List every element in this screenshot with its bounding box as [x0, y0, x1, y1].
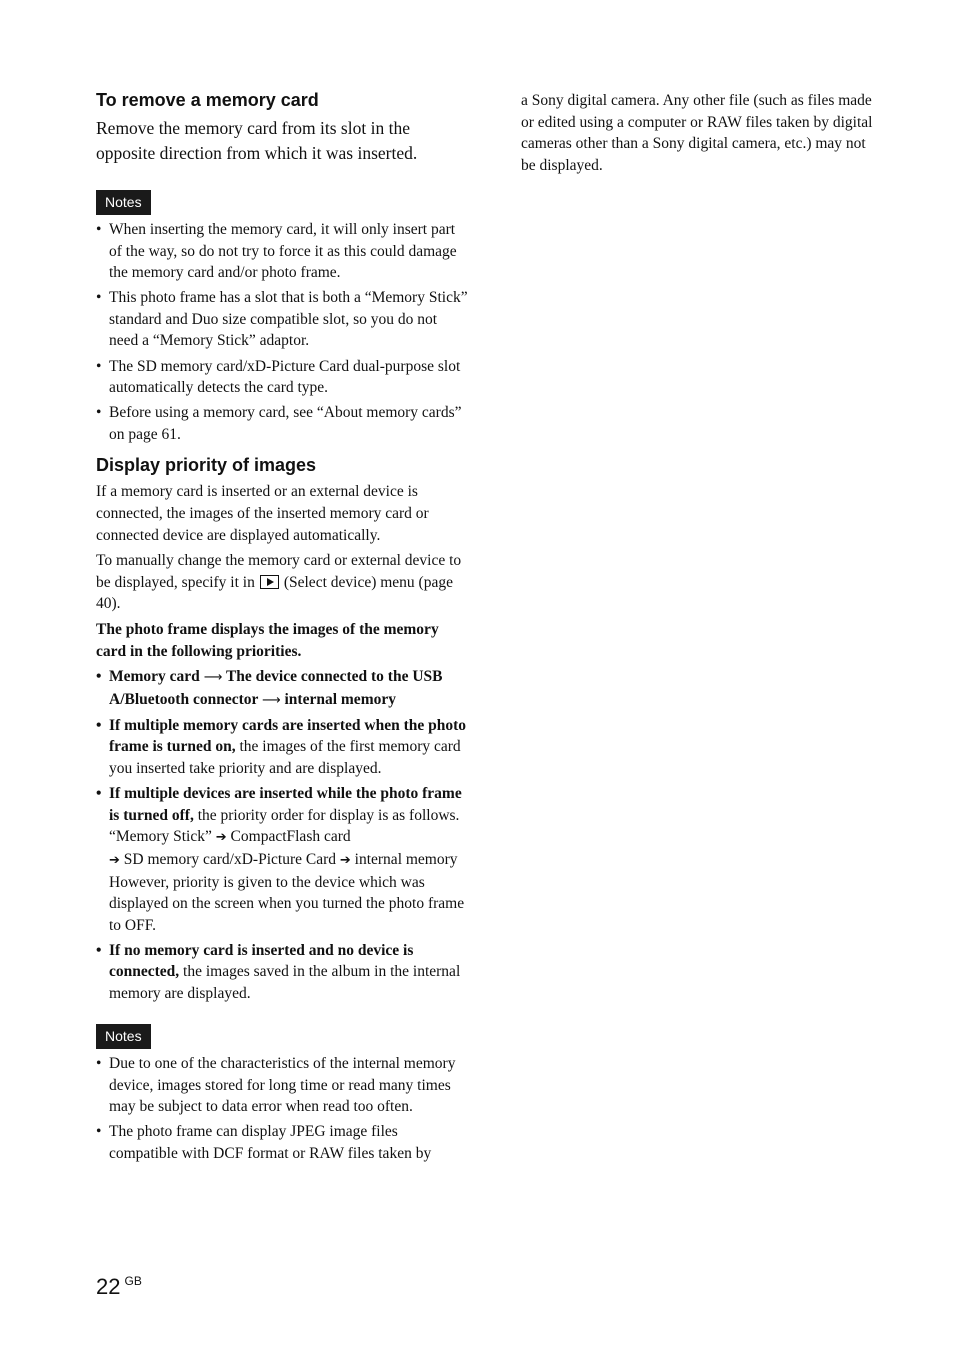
- priority-intro-bold: The photo frame displays the images of the memory card in the following priorities.: [96, 621, 439, 660]
- notes-list-2: [96, 1053, 468, 1164]
- notes-list-1: [96, 219, 468, 445]
- note-item: • The photo frame can display JPEG image files compatible with DCF format or RAW files taken by: [96, 1121, 468, 1164]
- right-column: [521, 88, 873, 176]
- page-footer: [96, 1274, 142, 1300]
- remove-card-heading: To remove a memory card: [96, 90, 319, 110]
- priority-paragraph-2: [96, 550, 468, 615]
- play-in-box-icon: [260, 575, 279, 589]
- priority-p2-text-a: To manually change the memory card or external device to be displayed, specify it in: [96, 552, 462, 591]
- note-item: • When inserting the memory card, it will only insert part of the way, so do not try to force it as this could damage the memory card and/or photo frame.: [96, 219, 468, 284]
- priority-p2-text-b: (Select device) menu (page 40).: [96, 573, 453, 613]
- left-column: [96, 88, 468, 1168]
- priority-item-no-card: • If no memory card is inserted and no device is connected, the images saved in the album in the internal memory are displayed.: [96, 940, 468, 1005]
- long-arrow-icon: ⟶: [203, 670, 223, 686]
- note-item: • This photo frame has a slot that is both a “Memory Stick” standard and Duo size compatible slot, so you do not need a “Memory Stick” adaptor.: [96, 287, 468, 352]
- note-item: • Due to one of the characteristics of the internal memory device, images stored for long time or read many times may be subject to data error when read too often.: [96, 1053, 468, 1118]
- arrow-right-icon: ➔: [109, 852, 120, 868]
- language-code: GB: [124, 1274, 142, 1288]
- priority-list: [96, 666, 468, 1004]
- priority-item-multiple-cards: • If multiple memory cards are inserted when the photo frame is turned on, the images of the first memory card you inserted take priority and are displayed.: [96, 715, 468, 780]
- priority-item-multiple-devices: • If multiple devices are inserted while the photo frame is turned off, the priority order for display is as follows. “Memory Stick” ➔ CompactFlash card ➔ SD memory card/xD-Picture Card ➔ internal memory However, priority is given to the device which was displayed on the screen when you turned the photo frame to OFF.: [96, 783, 468, 936]
- page-number: 22: [96, 1274, 121, 1299]
- notes-badge: Notes: [96, 1024, 151, 1049]
- notes-badge: Notes: [96, 190, 151, 215]
- priority-item-order: • Memory card ⟶ The device connected to the USB A/Bluetooth connector ⟶ internal memory: [96, 666, 468, 711]
- display-priority-heading: Display priority of images: [96, 455, 317, 476]
- note-item: • Before using a memory card, see “About memory cards” on page 61.: [96, 402, 468, 445]
- priority-paragraph-1: If a memory card is inserted or an external device is connected, the images of the inserted memory card or connected device are displayed automatically.: [96, 483, 429, 544]
- arrow-right-icon: ➔: [339, 852, 351, 868]
- note-continuation: a Sony digital camera. Any other file (such as files made or edited using a computer or RAW files taken by digital cameras other than a Sony digital camera, etc.) may not be displayed.: [521, 92, 873, 174]
- arrow-right-icon: ➔: [215, 830, 227, 846]
- note-item: • The SD memory card/xD-Picture Card dual-purpose slot automatically detects the card type.: [96, 356, 468, 399]
- long-arrow-icon: ⟶: [261, 692, 281, 708]
- remove-card-text: Remove the memory card from its slot in the opposite direction from which it was inserted.: [96, 118, 418, 163]
